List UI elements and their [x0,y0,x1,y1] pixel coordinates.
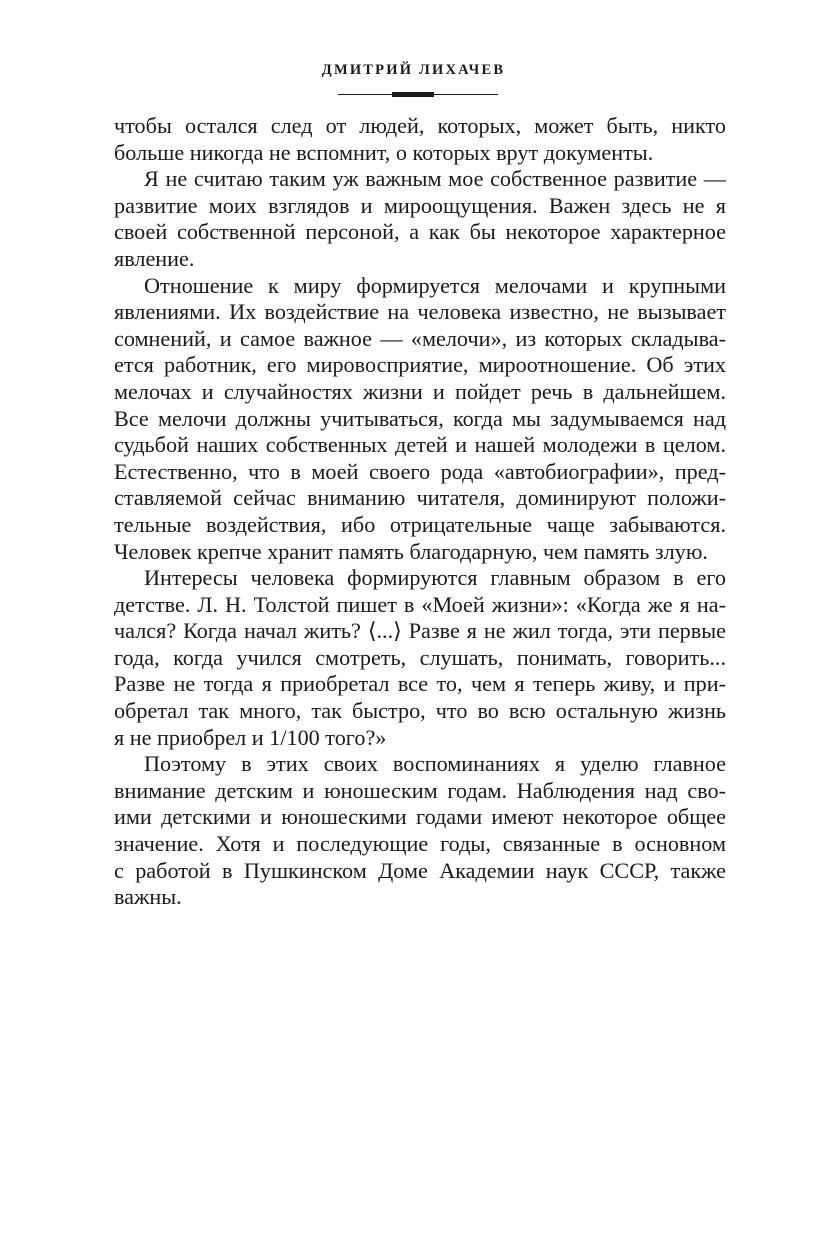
text-line: я не приобрел и 1/100 того?» [114,724,387,750]
paragraph [114,565,726,751]
text-line: явлениями. Их воздействие на человека известно, не вызывает [114,299,726,325]
text-line: чтобы остался след от людей, которых, может быть, никто [114,113,726,138]
text-line: сомнений, и самое важное — «мелочи», из которых складыва- [114,325,726,351]
paragraph [114,166,726,272]
text-line: внимание детским и юношеским годам. Наблюдения над сво- [114,777,726,803]
text-line: Отношение к миру формируется мелочами и крупными [144,272,726,298]
text-line: года, когда учился смотреть, слушать, понимать, говорить... [114,644,726,670]
text-line: Человек крепче хранит память благодарную, чем память злую. [114,538,708,564]
text-line: явление. [114,245,195,271]
text-line: Интересы человека формируются главным образом в его [144,565,726,591]
paragraph [114,113,726,166]
text-line: ставляемой сейчас вниманию читателя, доминируют положи- [114,485,726,511]
text-line: судьбой наших собственных детей и нашей молодежи в целом. [114,432,726,458]
paragraph [114,751,726,911]
body-text [114,113,726,911]
text-line: Поэтому в этих своих воспоминаниях я уделю главное [144,751,726,777]
text-line: Естественно, что в моей своего рода «автобиографии», пред- [114,458,726,484]
text-line: своей собственной персоной, а как бы некоторое характерное [114,219,726,245]
text-line: ется работник, его мировосприятие, мироотношение. Об этих [114,352,726,378]
text-line: ими детскими и юношескими годами имеют некоторое общее [114,804,726,830]
text-line: с работой в Пушкинском Доме Академии наук СССР, также [114,857,726,883]
paragraph [114,273,726,566]
text-line: значение. Хотя и последующие годы, связанные в основном [114,831,726,857]
text-line: больше никогда не вспомнит, о которых врут документы. [114,139,654,165]
running-head: ДМИТРИЙ ЛИХАЧЕВ [321,62,506,78]
text-line: развитие моих взглядов и мироощущения. Важен здесь не я [114,192,726,218]
text-line: Все мелочи должны учитываться, когда мы задумываемся над [114,405,726,431]
text-line: Разве не тогда я приобретал все то, чем я теперь живу, и при- [114,671,726,697]
text-line: Я не считаю таким уж важным мое собственное развитие — [144,166,726,192]
text-line: тельные воздействия, ибо отрицательные чаще забываются. [114,511,726,537]
text-line: детстве. Л. Н. Толстой пишет в «Моей жизни»: «Когда же я на- [114,591,726,617]
text-line: обретал так много, так быстро, что во всю остальную жизнь [114,698,726,724]
text-line: мелочах и случайностях жизни и пойдет речь в дальнейшем. [114,378,726,404]
text-line: важны. [114,884,182,910]
text-line: чался? Когда начал жить? ⟨...⟩ Разве я не жил тогда, эти первые [114,618,726,644]
header-rule-ornament [392,92,434,97]
